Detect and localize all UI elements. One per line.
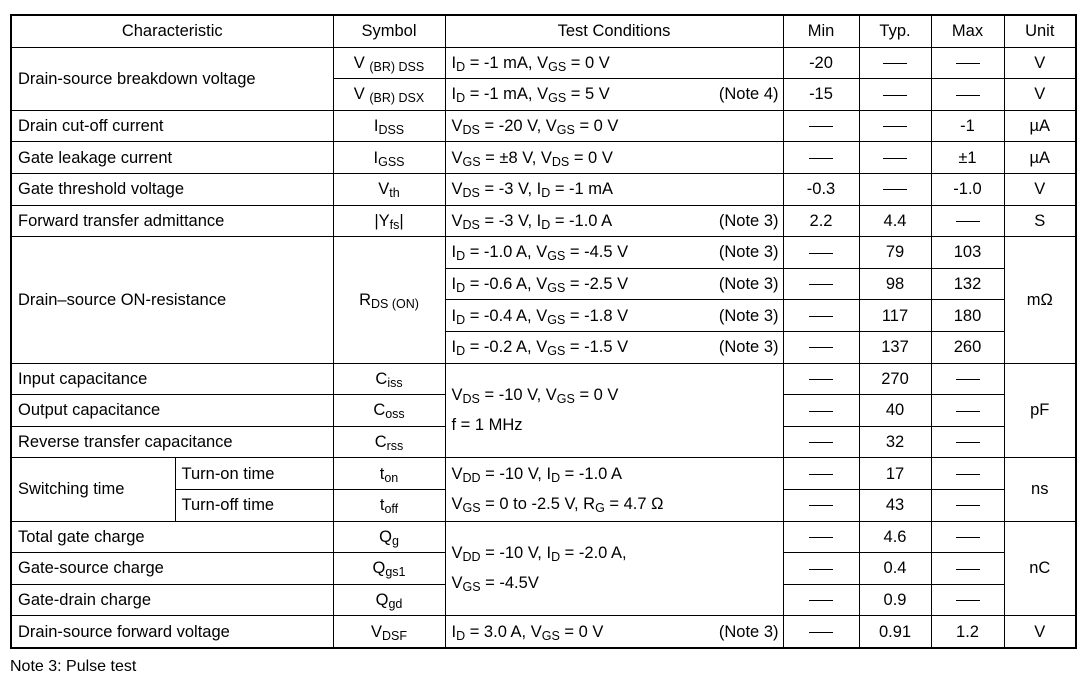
max-cell: [931, 205, 1004, 237]
typ-cell: 270: [859, 363, 931, 395]
typ-cell: [859, 79, 931, 111]
note-ref: (Note 3): [718, 243, 779, 262]
max-cell: [931, 395, 1004, 427]
table-row: [11, 521, 1076, 553]
char-name: Gate-source charge: [11, 553, 333, 585]
table-row: [11, 173, 1076, 205]
char-name: Drain–source ON-resistance: [11, 237, 333, 363]
note-ref: (Note 3): [718, 338, 779, 357]
condition-cell: $I_D = 3.0$ A, $V_{GS} = 0$ V (Note 3): [445, 616, 783, 648]
min-cell: [783, 553, 859, 585]
symbol-cell: $I_{GSS}$: [333, 142, 445, 174]
condition-cell: $V_{DD} = -10$ V, $I_D = -2.0$ A, $V_{GS} = -4.5V$: [445, 521, 783, 616]
header-unit: Unit: [1004, 15, 1076, 47]
char-subname: Turn-off time: [175, 489, 333, 521]
symbol-cell: $V_{DSF}$: [333, 616, 445, 648]
header-conditions: Test Conditions: [445, 15, 783, 47]
max-cell: -1: [931, 110, 1004, 142]
condition-cell: $V_{GS} = \pm 8$ V, $V_{DS} = 0$ V: [445, 142, 783, 174]
max-cell: [931, 426, 1004, 458]
condition-cell: $V_{DS} = -20$ V, $V_{GS} = 0$ V: [445, 110, 783, 142]
symbol-cell: $C_{rss}$: [333, 426, 445, 458]
symbol-cell: V $_{(BR) DSS}$: [333, 47, 445, 79]
symbol-cell: $V_{th}$: [333, 173, 445, 205]
max-cell: ±1: [931, 142, 1004, 174]
header-typ: Typ.: [859, 15, 931, 47]
unit-cell: V: [1004, 47, 1076, 79]
min-cell: [783, 110, 859, 142]
max-cell: [931, 521, 1004, 553]
min-cell: [783, 426, 859, 458]
max-cell: [931, 489, 1004, 521]
footnote: Note 3: Pulse test: [10, 658, 137, 675]
min-cell: [783, 395, 859, 427]
unit-cell: nC: [1004, 521, 1076, 616]
header-row: [11, 15, 1076, 47]
char-name: Total gate charge: [11, 521, 333, 553]
condition-cell: $I_D = -0.4$ A, $V_{GS} = -1.8$ V (Note 3): [445, 300, 783, 332]
min-cell: [783, 268, 859, 300]
note-ref: (Note 3): [718, 211, 779, 230]
header-characteristic: Characteristic: [11, 15, 333, 47]
condition-cell: $I_D = -0.2$ A, $V_{GS} = -1.5$ V (Note 3): [445, 331, 783, 363]
min-cell: [783, 584, 859, 616]
char-name: Input capacitance: [11, 363, 333, 395]
char-name: Switching time: [11, 458, 175, 521]
symbol-cell: V $_{(BR) DSX}$: [333, 79, 445, 111]
condition-cell: $V_{DD} = -10$ V, $I_D = -1.0$ A $V_{GS} = 0$ to -2.5 V, $R_G = 4.7$ Ω: [445, 458, 783, 521]
unit-cell: V: [1004, 173, 1076, 205]
table-row: [11, 205, 1076, 237]
note-ref: (Note 4): [718, 85, 779, 104]
char-name: Drain cut-off current: [11, 110, 333, 142]
min-cell: [783, 237, 859, 269]
min-cell: [783, 363, 859, 395]
min-cell: -20: [783, 47, 859, 79]
typ-cell: 4.4: [859, 205, 931, 237]
condition-cell: $I_D = -1.0$ A, $V_{GS} = -4.5$ V (Note 3): [445, 237, 783, 269]
symbol-cell: $Q_g$: [333, 521, 445, 553]
table-row: [11, 237, 1076, 269]
symbol-cell: $Q_{gs1}$: [333, 553, 445, 585]
unit-cell: S: [1004, 205, 1076, 237]
condition-cell: $V_{DS} = -10$ V, $V_{GS} = 0$ V f = 1 MHz: [445, 363, 783, 458]
note-ref: (Note 3): [718, 306, 779, 325]
condition-cell: $I_D = -1$ mA, $V_{GS} = 5$ V (Note 4): [445, 79, 783, 111]
symbol-cell: $t_{off}$: [333, 489, 445, 521]
char-name: Drain-source breakdown voltage: [11, 47, 333, 110]
max-cell: [931, 47, 1004, 79]
typ-cell: 79: [859, 237, 931, 269]
typ-cell: [859, 173, 931, 205]
unit-cell: V: [1004, 616, 1076, 648]
min-cell: -15: [783, 79, 859, 111]
typ-cell: 137: [859, 331, 931, 363]
typ-cell: [859, 142, 931, 174]
typ-cell: 117: [859, 300, 931, 332]
typ-cell: [859, 47, 931, 79]
char-name: Gate threshold voltage: [11, 173, 333, 205]
unit-cell: µA: [1004, 110, 1076, 142]
min-cell: [783, 331, 859, 363]
min-cell: [783, 616, 859, 648]
min-cell: [783, 489, 859, 521]
header-max: Max: [931, 15, 1004, 47]
unit-cell: pF: [1004, 363, 1076, 458]
table-row: [11, 616, 1076, 648]
min-cell: -0.3: [783, 173, 859, 205]
min-cell: [783, 458, 859, 490]
char-subname: Turn-on time: [175, 458, 333, 490]
char-name: Gate leakage current: [11, 142, 333, 174]
min-cell: [783, 300, 859, 332]
typ-cell: 43: [859, 489, 931, 521]
max-cell: 180: [931, 300, 1004, 332]
table-row: [11, 458, 1076, 490]
header-symbol: Symbol: [333, 15, 445, 47]
typ-cell: 0.9: [859, 584, 931, 616]
table-row: [11, 363, 1076, 395]
max-cell: 260: [931, 331, 1004, 363]
char-name: Forward transfer admittance: [11, 205, 333, 237]
typ-cell: 0.4: [859, 553, 931, 585]
min-cell: 2.2: [783, 205, 859, 237]
symbol-cell: $C_{iss}$: [333, 363, 445, 395]
typ-cell: 17: [859, 458, 931, 490]
max-cell: [931, 363, 1004, 395]
table-row: [11, 110, 1076, 142]
symbol-cell: $C_{oss}$: [333, 395, 445, 427]
typ-cell: 32: [859, 426, 931, 458]
max-cell: 132: [931, 268, 1004, 300]
max-cell: [931, 79, 1004, 111]
max-cell: -1.0: [931, 173, 1004, 205]
table-row: [11, 47, 1076, 79]
min-cell: [783, 142, 859, 174]
max-cell: [931, 458, 1004, 490]
table-row: [11, 142, 1076, 174]
electrical-characteristics-table: [10, 14, 1077, 649]
header-min: Min: [783, 15, 859, 47]
max-cell: 1.2: [931, 616, 1004, 648]
condition-cell: $V_{DS} = -3$ V, $I_D = -1.0$ A (Note 3): [445, 205, 783, 237]
max-cell: [931, 584, 1004, 616]
typ-cell: 4.6: [859, 521, 931, 553]
min-cell: [783, 521, 859, 553]
typ-cell: 0.91: [859, 616, 931, 648]
symbol-cell: $R_{DS (ON)}$: [333, 237, 445, 363]
note-ref: (Note 3): [718, 275, 779, 294]
typ-cell: [859, 110, 931, 142]
typ-cell: 98: [859, 268, 931, 300]
unit-cell: V: [1004, 79, 1076, 111]
max-cell: 103: [931, 237, 1004, 269]
condition-cell: $I_D = -0.6$ A, $V_{GS} = -2.5$ V (Note 3): [445, 268, 783, 300]
symbol-cell: $I_{DSS}$: [333, 110, 445, 142]
char-name: Drain-source forward voltage: [11, 616, 333, 648]
symbol-cell: $Q_{gd}$: [333, 584, 445, 616]
symbol-cell: $|Y_{fs}|$: [333, 205, 445, 237]
condition-cell: $I_D = -1$ mA, $V_{GS} = 0$ V: [445, 47, 783, 79]
char-name: Output capacitance: [11, 395, 333, 427]
symbol-cell: $t_{on}$: [333, 458, 445, 490]
unit-cell: mΩ: [1004, 237, 1076, 363]
note-ref: (Note 3): [718, 622, 779, 641]
unit-cell: µA: [1004, 142, 1076, 174]
typ-cell: 40: [859, 395, 931, 427]
char-name: Gate-drain charge: [11, 584, 333, 616]
unit-cell: ns: [1004, 458, 1076, 521]
char-name: Reverse transfer capacitance: [11, 426, 333, 458]
condition-cell: $V_{DS} = -3$ V, $I_D = -1$ mA: [445, 173, 783, 205]
max-cell: [931, 553, 1004, 585]
